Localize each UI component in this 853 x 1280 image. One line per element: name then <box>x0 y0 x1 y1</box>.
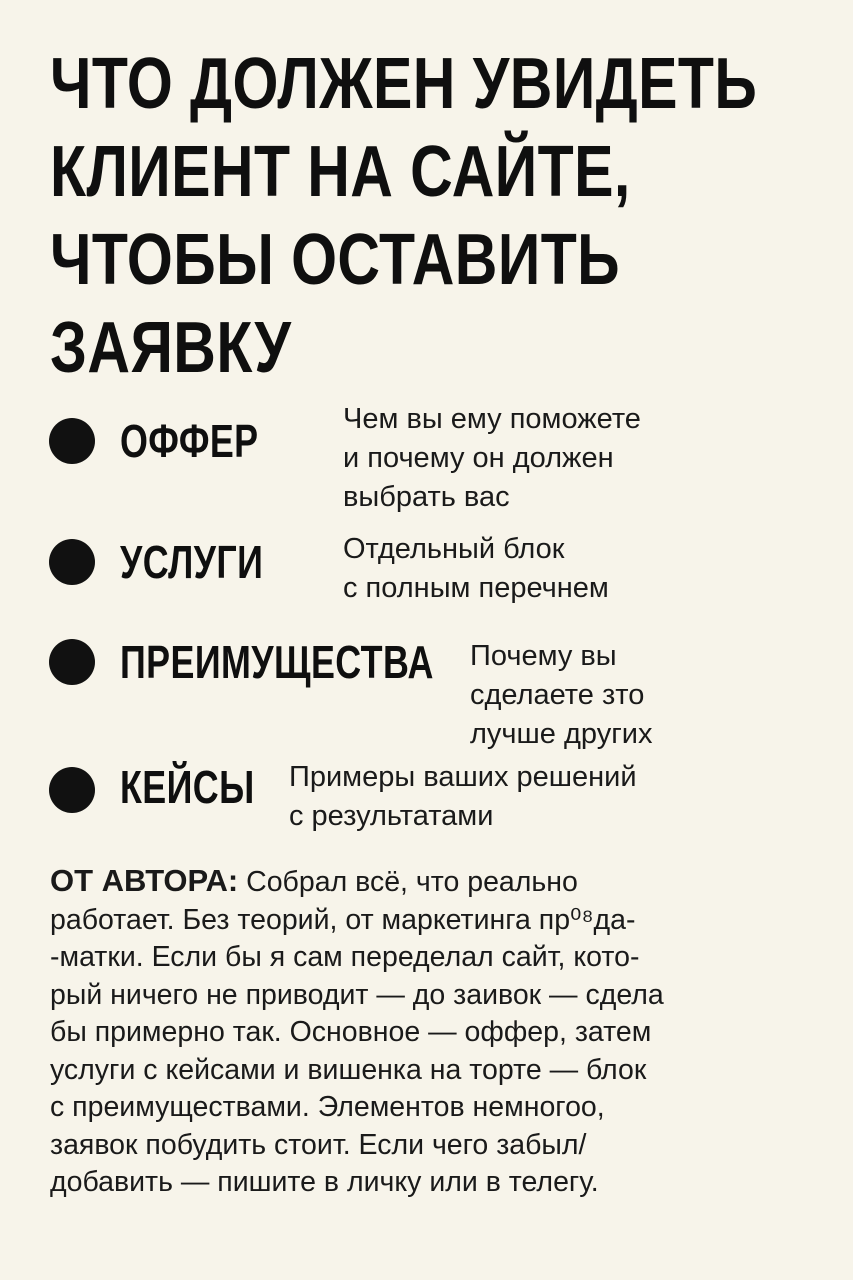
item-label: УСЛУГИ <box>120 536 264 588</box>
author-note-line: услуги с кейсами и вишенка на торте — блок <box>50 1053 647 1086</box>
bullet-icon <box>49 767 95 813</box>
title-line: ЗАЯВКУ <box>50 308 292 388</box>
author-note-line: с преимуществами. Элементов немногоо, <box>50 1091 605 1123</box>
author-note-line: работает. Без теорий, от маркетинга пр⁰⁸да- <box>50 903 636 936</box>
author-note-line: -матки. Если бы я сам переделал сайт, кото- <box>50 941 640 973</box>
title-line: КЛИЕНТ НА САЙТЕ, <box>50 132 631 212</box>
item-description: Чем вы ему поможете и почему он должен выбрать вас <box>343 403 641 513</box>
author-note <box>50 862 810 1202</box>
title-line: ЧТОБЫ ОСТАВИТЬ <box>50 220 621 300</box>
author-note-line: рый ничего не приводит — до заивок — сдела <box>50 978 664 1011</box>
author-note-first-line: ОТ АВТОРА: Собрал всё, что реально <box>50 863 578 898</box>
author-note-line: добавить — пишите в личку или в телегу. <box>50 1166 599 1198</box>
author-heading: ОТ АВТОРА: <box>50 863 239 898</box>
author-note-line: бы примерно так. Основное — оффер, затем <box>50 1016 652 1048</box>
item-label: КЕЙСЫ <box>120 761 255 813</box>
item-description: Почему вы сделаете зто лучше других <box>470 640 653 750</box>
author-note-line: заявок побудить стоит. Если чего забыл/ <box>50 1128 587 1161</box>
title-line: ЧТО ДОЛЖЕН УВИДЕТЬ <box>50 44 758 124</box>
item-description: Примеры ваших решений с результатами <box>289 761 637 832</box>
bullet-icon <box>49 639 95 685</box>
item-label: ОФФЕР <box>120 415 259 467</box>
bullet-icon <box>49 418 95 464</box>
bullet-icon <box>49 539 95 585</box>
item-description: Отдельный блок с полным перечнем <box>343 533 609 604</box>
page-title <box>50 40 758 392</box>
item-label: ПРЕИМУЩЕСТВА <box>120 636 434 688</box>
